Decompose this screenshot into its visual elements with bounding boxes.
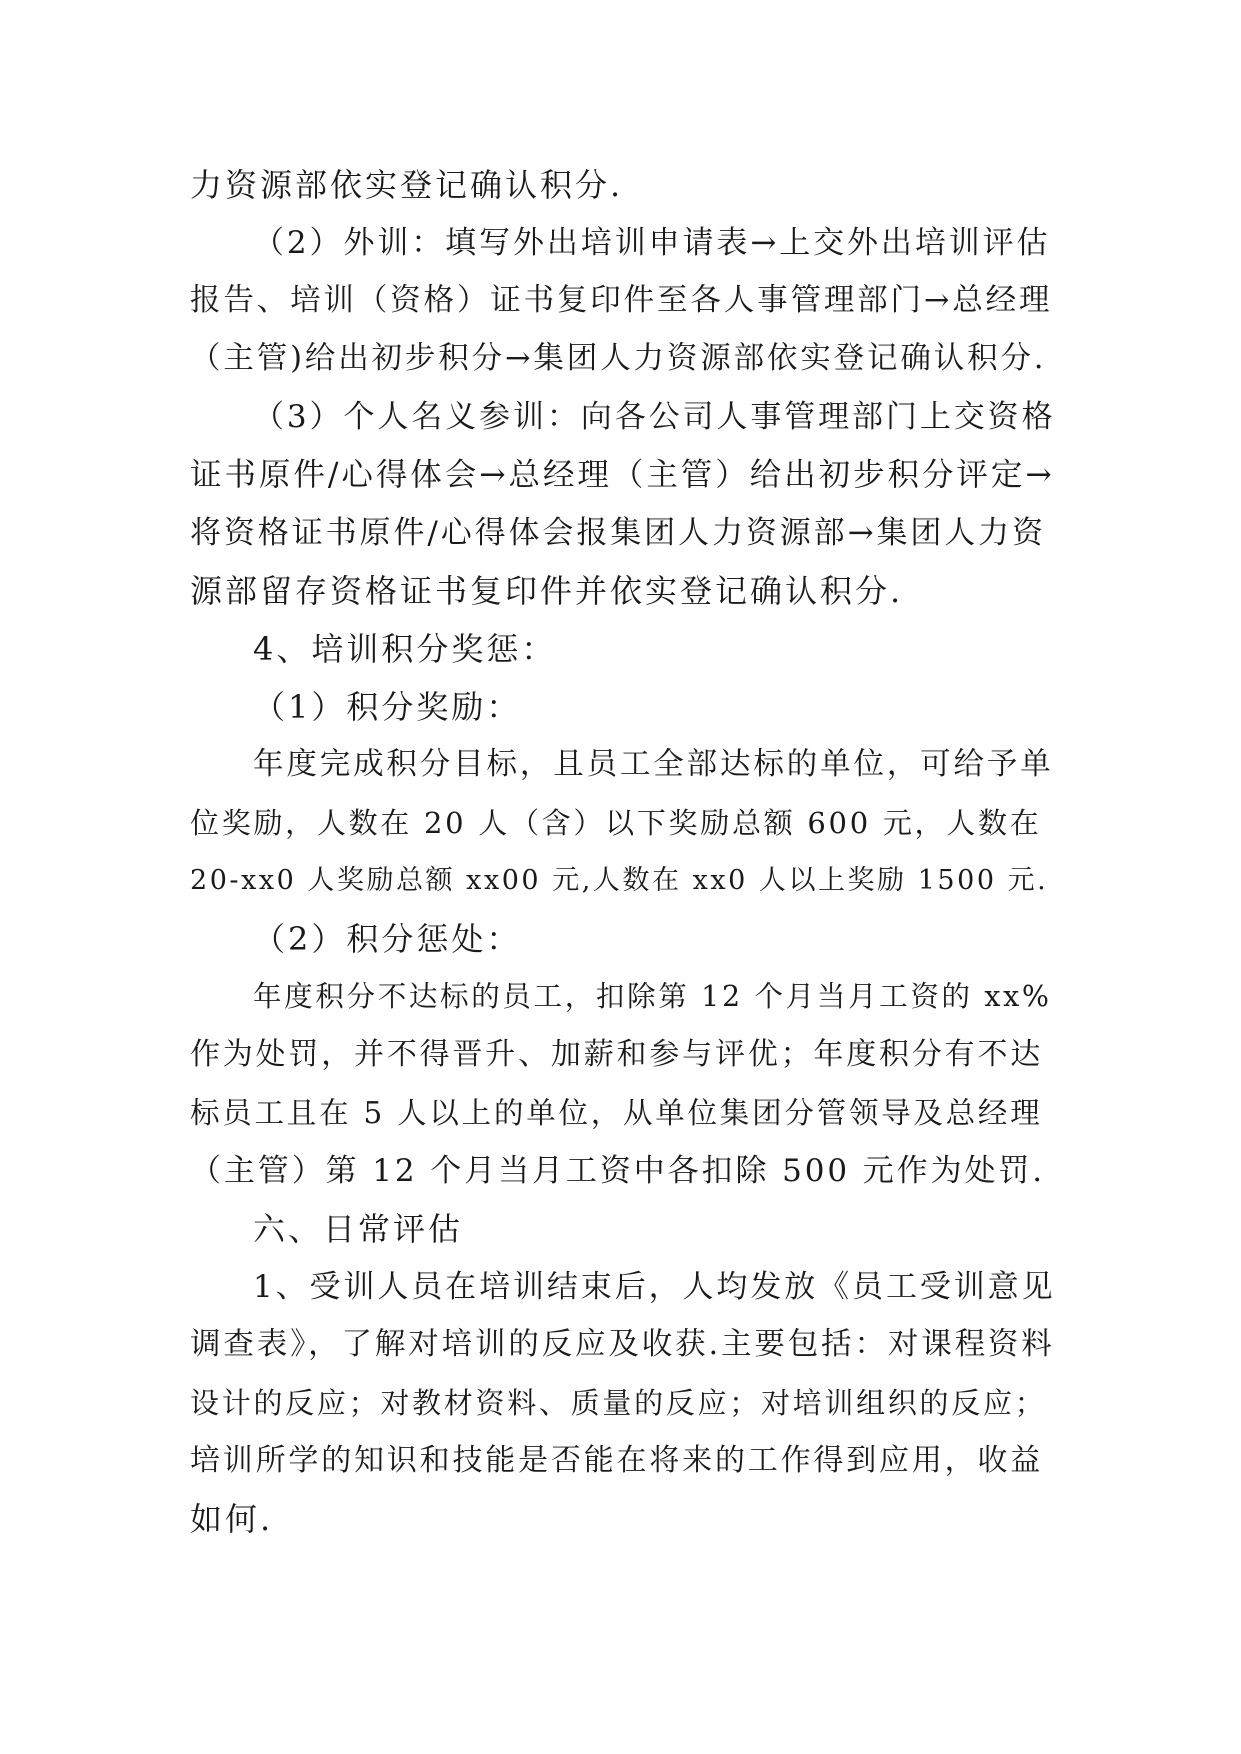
- text-line: 1、受训人员在培训结束后，人均发放《员工受训意见: [253, 1269, 1056, 1305]
- text-line: 作为处罚，并不得晋升、加薪和参与评优；年度积分有不达: [190, 1037, 1044, 1072]
- text-line: 位奖励，人数在 20 人（含）以下奖励总额 600 元，人数在: [190, 806, 1042, 840]
- text-line: 源部留存资格证书复印件并依实登记确认积分.: [190, 572, 904, 610]
- text-line: （3）个人名义参训：向各公司人事管理部门上交资格: [253, 399, 1056, 435]
- text-line: 力资源部依实登记确认积分.: [190, 166, 624, 204]
- text-line: 报告、培训（资格）证书复印件至各人事管理部门→总经理: [190, 283, 1053, 318]
- text-line: 调查表》，了解对培训的反应及收获.主要包括：对课程资料: [190, 1327, 1055, 1362]
- subsection-heading: （2）积分惩处：: [253, 920, 522, 958]
- section-heading: 4、培训积分奖惩：: [253, 630, 557, 668]
- subsection-heading: （1）积分奖励：: [253, 688, 522, 726]
- text-line: 标员工且在 5 人以上的单位，从单位集团分管领导及总经理: [190, 1096, 1043, 1130]
- text-line: 培训所学的知识和技能是否能在将来的工作得到应用，收益: [190, 1443, 1044, 1478]
- text-line: 如何.: [190, 1500, 274, 1538]
- section-heading: 六、日常评估: [253, 1210, 464, 1248]
- text-line: 证书原件/心得体会→总经理（主管）给出初步积分评定→: [190, 457, 1055, 493]
- text-line: 年度积分不达标的员工，扣除第 12 个月当月工资的 xx%: [253, 980, 1052, 1013]
- text-line: （主管）第 12 个月当月工资中各扣除 500 元作为处罚.: [190, 1153, 1046, 1189]
- text-line: 20-xx0 人奖励总额 xx00 元,人数在 xx0 人以上奖励 1500 元.: [190, 865, 1049, 896]
- text-line: （主管)给出初步积分→集团人力资源部依实登记确认积分.: [190, 341, 1047, 376]
- text-line: （2）外训：填写外出培训申请表→上交外出培训评估: [253, 225, 1051, 261]
- text-line: 设计的反应；对教材资料、质量的反应；对培训组织的反应；: [190, 1386, 1047, 1420]
- text-line: 将资格证书原件/心得体会报集团人力资源部→集团人力资: [190, 515, 1046, 551]
- text-line: 年度完成积分目标，且员工全部达标的单位，可给予单: [253, 747, 1054, 782]
